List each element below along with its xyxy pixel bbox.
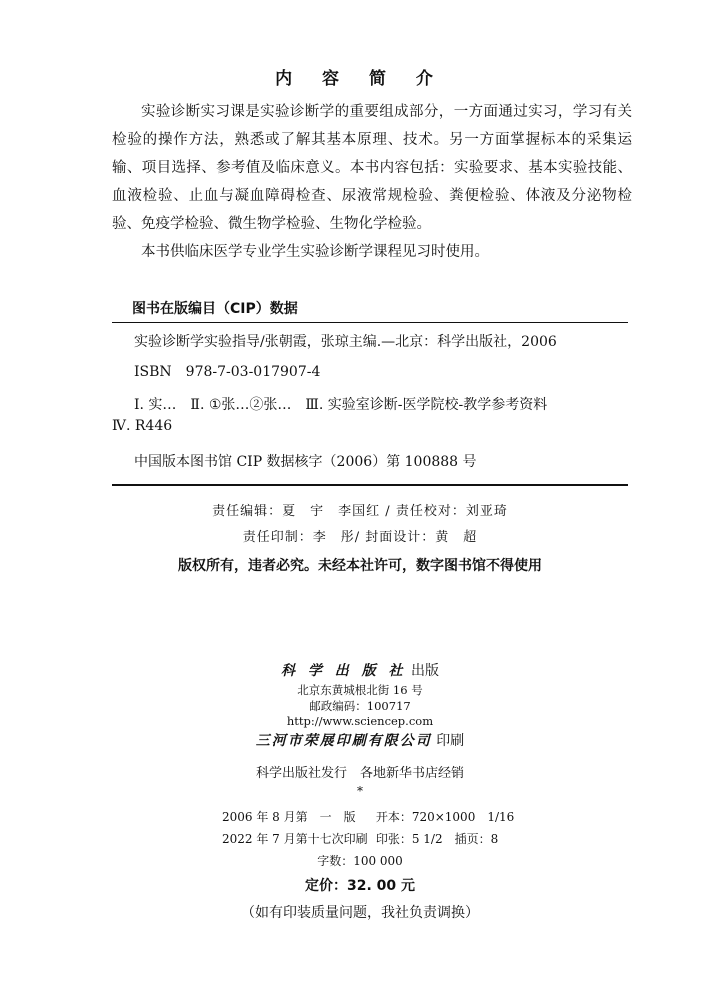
summary-paragraph: 实验诊断实习课是实验诊断学的重要组成部分，一方面通过实习，学习有关检验的操作方法，熟悉或了解其基本原理、技术。另一方面掌握标本的采集运输、项目选择、参考值及临床意义。本书内容包括：实验要求、基本实验技能、血液检验、止血与凝血障碍检查、尿液常规检验、粪便检验、体液及分泌物检验、免疫学检验、微生物学检验、生物化学检验。	[112, 104, 632, 232]
usage-paragraph: 本书供临床医学专业学生实验诊断学课程见习时使用。	[141, 244, 489, 260]
publisher-suffix: 出版	[410, 663, 439, 679]
edition-row	[222, 808, 522, 825]
first-edition: 2006 年 8 月第 一 版	[222, 810, 356, 824]
cip-top-rule	[112, 322, 628, 323]
publisher-website: http://www.sciencep.com	[286, 714, 434, 728]
book-format: 开本：720×1000 1/16	[375, 810, 515, 824]
cip-bottom-rule	[112, 484, 628, 486]
cip-isbn: ISBN 978-7-03-017907-4	[134, 364, 321, 380]
price: 定价：32. 00 元	[304, 878, 416, 894]
printing-row	[222, 830, 522, 847]
sheets-info: 印张：5 1/2 插页：8	[375, 832, 499, 846]
separator-star: *	[357, 784, 363, 798]
publisher-logo: 科 学 出 版 社	[281, 663, 407, 679]
cip-subjects-cont: Ⅳ. R446	[112, 418, 173, 434]
production-line: 责任印制：李 彤/ 封面设计：黄 超	[242, 530, 478, 545]
printing-info: 2022 年 7 月第十七次印刷	[222, 832, 368, 846]
cip-heading: 图书在版编目（CIP）数据	[132, 301, 298, 317]
editors-line: 责任编辑：夏 宇 李国红 / 责任校对：刘亚琦	[212, 504, 508, 519]
distribution-line: 科学出版社发行 各地新华书店经销	[255, 766, 464, 781]
summary-text	[112, 98, 632, 266]
cip-title-line: 实验诊断学实验指导/张朝霞，张琼主编.—北京：科学出版社，2006	[134, 334, 557, 350]
cip-subjects: Ⅰ. 实… Ⅱ. ①张…②张… Ⅲ. 实验室诊断-医学院校-教学参考资料	[134, 397, 548, 413]
printer-suffix: 印刷	[436, 733, 465, 749]
printer-name: 三河市荣展印刷有限公司	[255, 733, 432, 749]
publisher-postcode: 邮政编码：100717	[309, 699, 411, 713]
copyright-notice: 版权所有，违者必究。未经本社许可，数字图书馆不得使用	[178, 558, 542, 574]
publisher-address: 北京东黄城根北街 16 号	[297, 683, 423, 697]
printer-line	[0, 730, 720, 750]
quality-note: （如有印装质量问题，我社负责调换）	[241, 905, 479, 921]
word-count: 字数：100 000	[317, 854, 403, 868]
publisher-line	[0, 660, 720, 680]
summary-title: 内 容 简 介	[275, 69, 445, 89]
cip-record: 中国版本图书馆 CIP 数据核字（2006）第 100888 号	[134, 454, 477, 470]
